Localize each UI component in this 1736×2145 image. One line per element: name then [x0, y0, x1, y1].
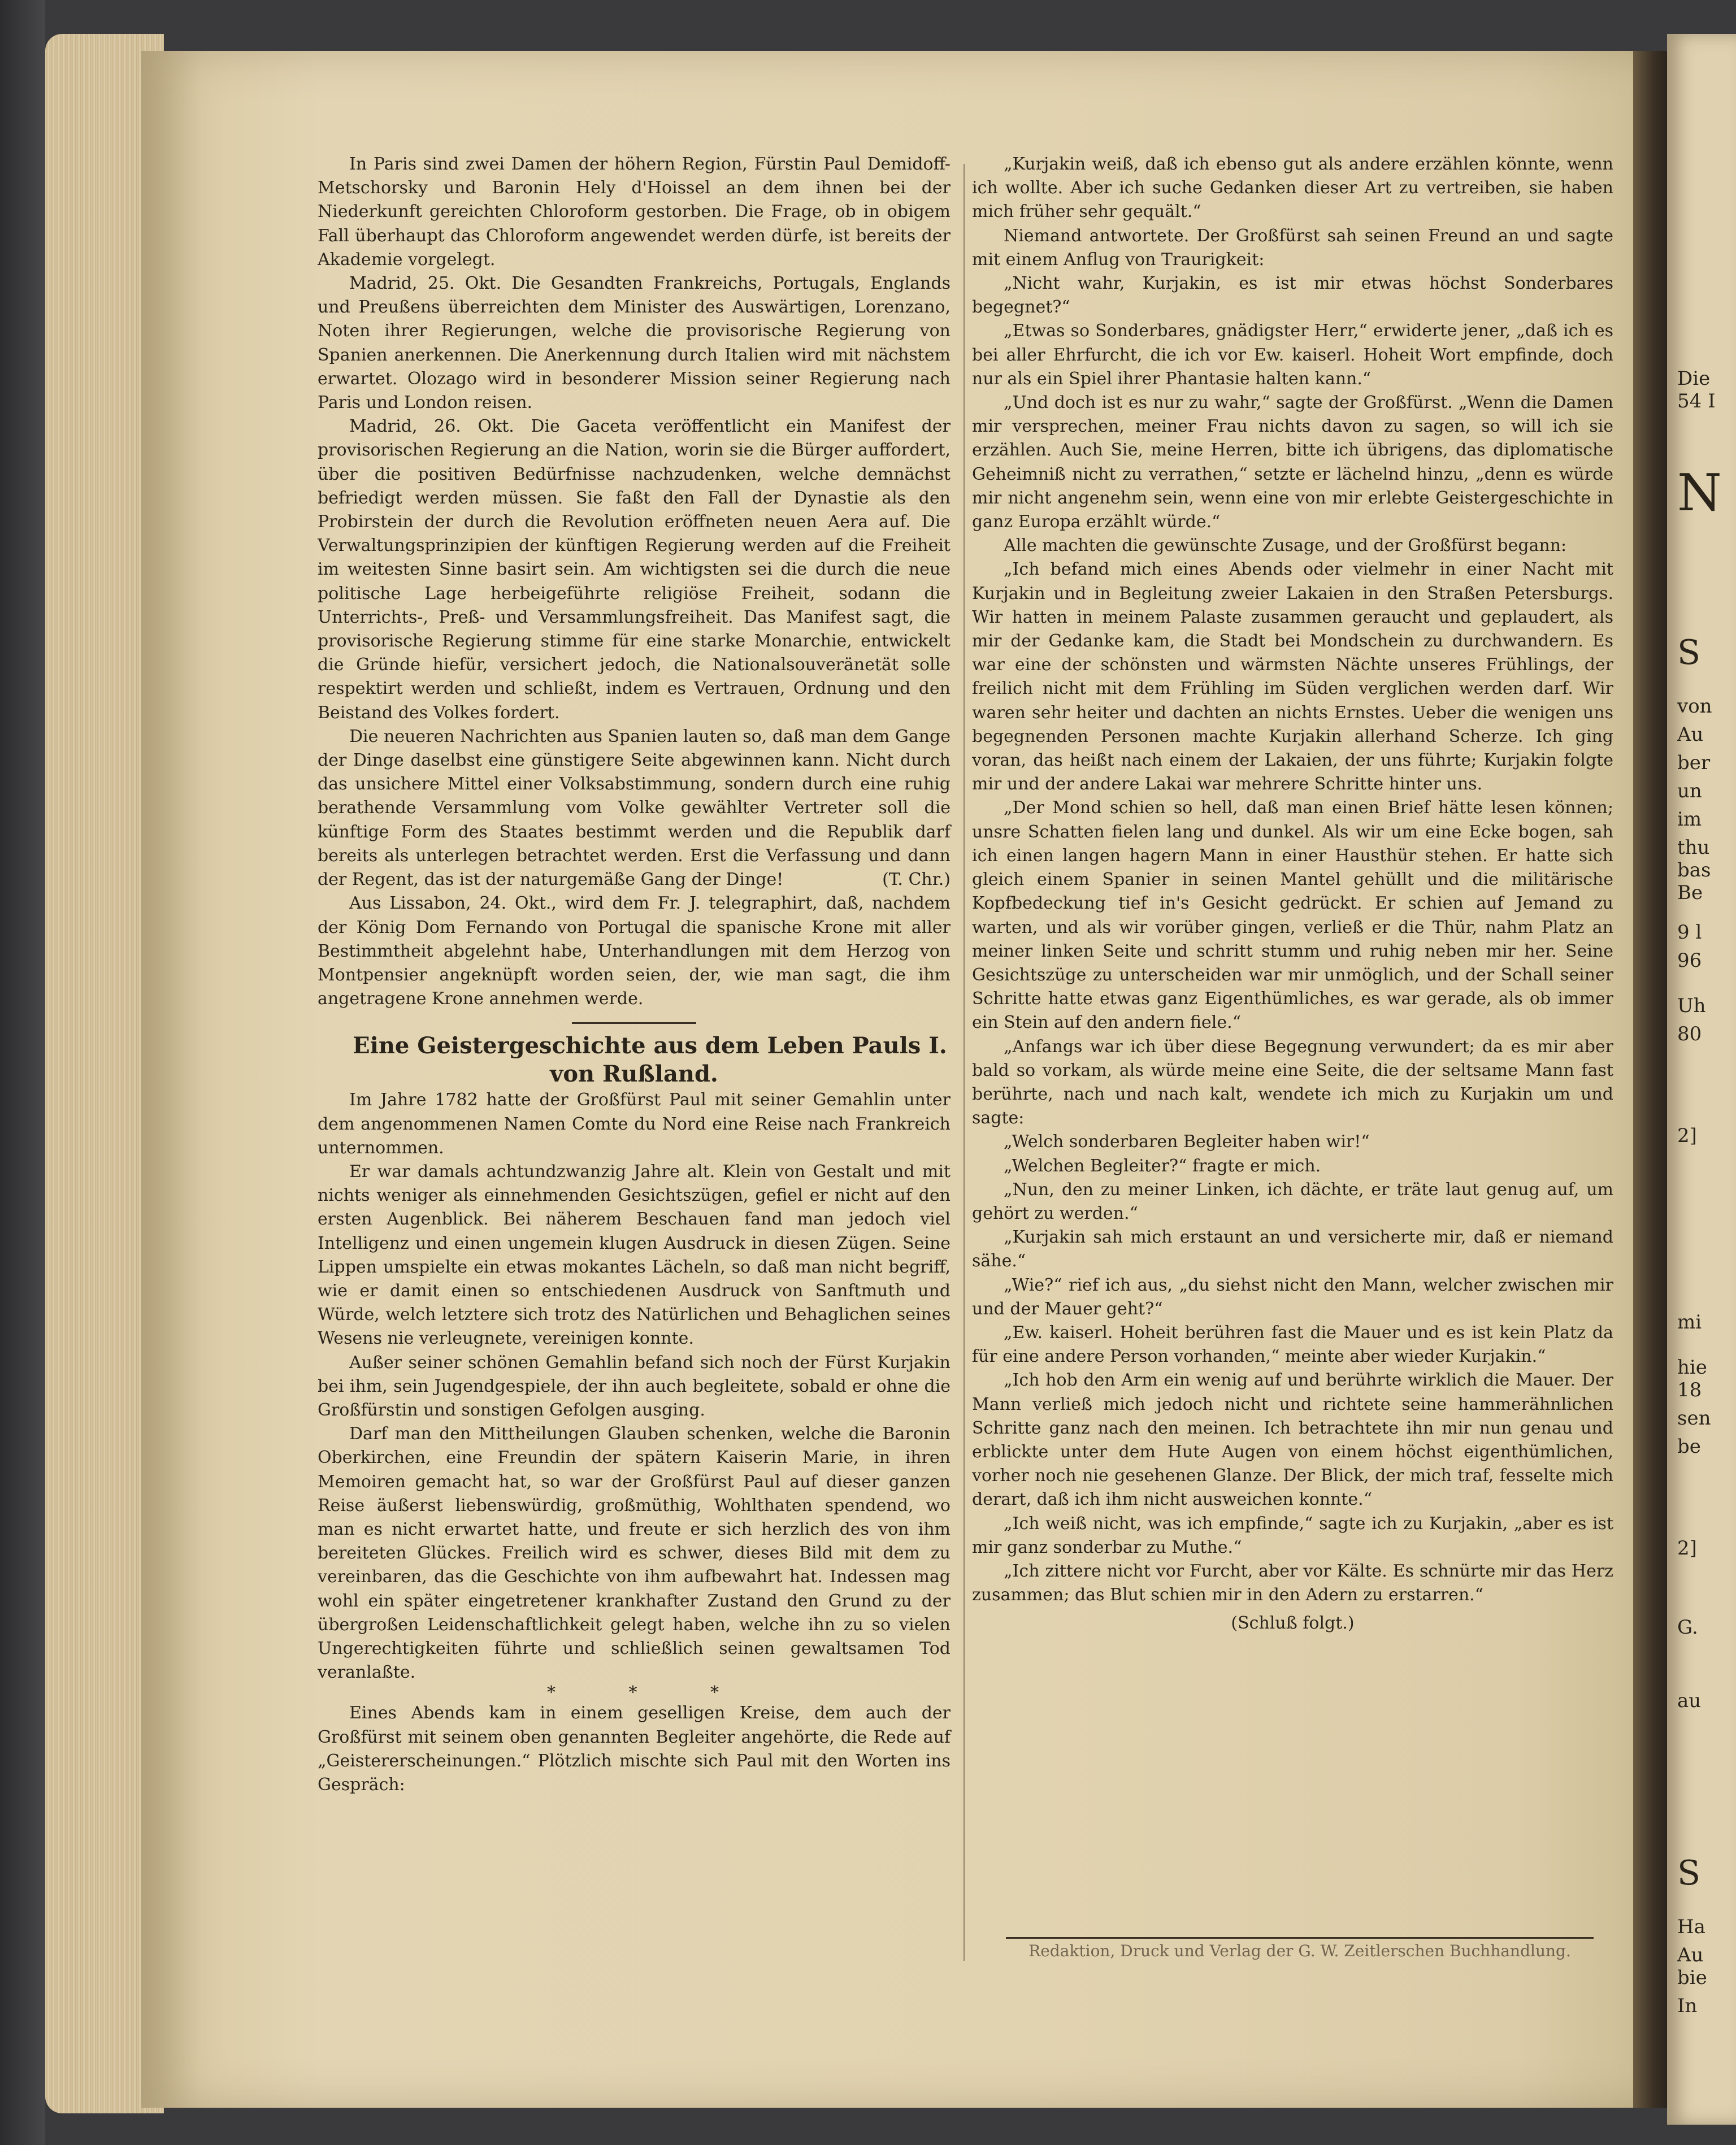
news-spain-text: Die neueren Nachrichten aus Spanien lauten so, daß man dem Gange der Dinge daselbst eine günstigere Seite abgewinnen kann. Nicht durch das unsichere Mittel einer Volksabstimmung, sondern durch eine ruhig berathende Versammlung vom Volke gewählter Vertreter soll die künftige Form des Staates bestimmt werden und die Republik darf bereits als unterlegen betrachtet werden. Erst die Verfassung und dann der Regent, das ist der naturgemäße Gang der Dinge! — [318, 726, 951, 890]
news-lisbon: Aus Lissabon, 24. Okt., wird dem Fr. J. telegraphirt, daß, nachdem der König Dom Fernando von Portugal die spanische Krone mit aller Bestimmtheit abgelehnt habe, Unterhandlungen mit dem Herzog von Montpensier angeknüpft worden seien, der, wie man sagt, die ihm angetragene Krone annehmen werde. — [318, 893, 951, 1009]
fragment: 80 — [1677, 1023, 1702, 1045]
story-paragraph: Er war damals achtundzwanzig Jahre alt. Klein von Gestalt und mit nichts weniger als einnehmenden Gesichtszügen, gefiel er nicht auf den ersten Augenblick. Bei näherem Beschauen fand man jedoch viel Intelligenz und einen ungemein klugen Ausdruck in diesen Zügen. Seine Lippen umspielte ein etwas mokantes Lächeln, so daß man nicht begriff, wie er damit einen so entschiedenen Ausdruck von Sanftmuth und Würde, welch letztere sich trotz des Natürlichen und Behaglichen seines Wesens nie verleugnete, vereinigen konnte. — [318, 1161, 951, 1349]
left-column — [318, 153, 951, 1797]
article-title — [318, 1032, 951, 1088]
fragment: 2] — [1677, 1537, 1697, 1560]
fragment: 2] — [1677, 1124, 1697, 1147]
fragment: Die — [1677, 367, 1711, 390]
section-divider — [572, 1022, 696, 1024]
fragment: be — [1677, 1435, 1701, 1458]
story-paragraph: „Welch sonderbaren Begleiter haben wir!“ — [1004, 1132, 1370, 1152]
fragment: 9 l — [1677, 921, 1702, 944]
fragment: 18 — [1677, 1379, 1702, 1401]
fragment: bas — [1677, 859, 1711, 882]
book-gutter — [1633, 51, 1667, 2108]
fragment: G. — [1677, 1616, 1698, 1639]
story-paragraph: „Nicht wahr, Kurjakin, es ist mir etwas höchst Sonderbares begegnet?“ — [972, 273, 1613, 318]
fragment: un — [1677, 780, 1702, 802]
article-title-line1: Eine Geistergeschichte aus dem Leben Pauls I. — [353, 1032, 947, 1060]
fragment: 54 I — [1677, 390, 1716, 412]
footer-imprint: Redaktion, Druck und Verlag der G. W. Zeitlerschen Buchhandlung. — [1028, 1942, 1571, 1960]
story-paragraph: Außer seiner schönen Gemahlin befand sich noch der Fürst Kurjakin bei ihm, sein Jugendgespiele, der ihn auch begleitete, sobald er ohne die Großfürstin und sonstigen Gefolgen ausging. — [318, 1352, 951, 1420]
fragment: Au — [1677, 1944, 1704, 1966]
fragment: von — [1677, 695, 1712, 718]
story-paragraph: „Ich weiß nicht, was ich empfinde,“ sagte ich zu Kurjakin, „aber es ist mir ganz sonderbar zu Muthe.“ — [972, 1513, 1613, 1557]
article-title-line2: von Rußland. — [550, 1061, 718, 1088]
story-paragraph: „Nun, den zu meiner Linken, ich dächte, er träte laut genug auf, um gehört zu werden.“ — [972, 1179, 1613, 1223]
story-paragraph: Alle machten die gewünschte Zusage, und der Großfürst begann: — [1004, 536, 1567, 556]
footer-rule — [1006, 1937, 1594, 1939]
story-paragraph: „Ich zittere nicht vor Furcht, aber vor Kälte. Es schnürte mir das Herz zusammen; das Blut schien mir in den Adern zu erstarren.“ — [972, 1561, 1613, 1605]
story-paragraph: „Der Mond schien so hell, daß man einen Brief hätte lesen können; unsre Schatten fielen lang und dunkel. Als wir um eine Ecke bogen, sah ich einen langen hagern Mann in einer Hausthür stehen. Er hatte sich gleich einem Spanier in seinen Mantel gehüllt und die militärische Kopfbedeckung tief in's Gesicht gedrückt. Er schien auf Jemand zu warten, und als wir vorüber gingen, verließ er die Thür, nahm Platz an meiner linken Seite und schritt stumm und ruhig neben mir her. Seine Gesichtszüge zu unterscheiden war mir unmöglich, und der Schall seiner Schritte hatte etwas ganz Eigenthümliches, es war gerade, als ob immer ein Stein auf den andern fiele.“ — [972, 798, 1613, 1033]
news-spain — [318, 725, 951, 892]
story-paragraph: Im Jahre 1782 hatte der Großfürst Paul mit seiner Gemahlin unter dem angenommenen Namen Comte du Nord eine Reise nach Frankreich unternommen. — [318, 1090, 951, 1158]
fragment: im — [1677, 808, 1702, 831]
fragment: bie — [1677, 1966, 1707, 1989]
right-column — [972, 153, 1613, 1636]
fragment: S — [1677, 1853, 1701, 1893]
fragment: ber — [1677, 752, 1711, 774]
story-paragraph: „Kurjakin weiß, daß ich ebenso gut als andere erzählen könnte, wenn ich wollte. Aber ich suche Gedanken dieser Art zu vertreiben, sie haben mich früher sehr gequält.“ — [972, 154, 1613, 222]
news-madrid-26: Madrid, 26. Okt. Die Gaceta veröffentlicht ein Manifest der provisorischen Regierung an die Nation, worin sie die Bürger auffordert, über die positiven Bedürfnisse nachzudenken, welche demnächst befriedigt werden müssen. Sie faßt den Fall der Dynastie als den Probirstein der durch die Revolution eröffneten neuen Aera auf. Die Verwaltungsprinzipien der künftigen Regierung werden auf die Freiheit im weitesten Sinne basirt sein. Am wichtigsten sei die durch die neue politische Lage herbeigeführte religiöse Freiheit, sodann die Unterrichts-, Preß- und Versammlungsfreiheit. Das Manifest sagt, die provisorische Regierung stimme für eine starke Monarchie, entwickelt die Gründe hiefür, versichert jedoch, die Nationalsouveränetät solle respektirt werden und schließt, indem es Vertrauen, Ordnung und den Beistand des Volkes fordert. — [318, 416, 951, 723]
fragment: Be — [1677, 882, 1703, 904]
story-paragraph: Niemand antwortete. Der Großfürst sah seinen Freund an und sagte mit einem Anflug von Traurigkeit: — [972, 225, 1613, 270]
asterisk-separator: * * * — [546, 1683, 753, 1703]
fragment: 96 — [1677, 949, 1702, 972]
story-paragraph: „Ew. kaiserl. Hoheit berühren fast die Mauer und es ist kein Platz da für eine andere Person vorhanden,“ meinte aber wieder Kurjakin.“ — [972, 1322, 1613, 1367]
fragment: au — [1677, 1690, 1702, 1712]
story-closing-paragraph: Eines Abends kam in einem geselligen Kreise, dem auch der Großfürst mit seinem oben genannten Begleiter angehörte, die Rede auf „Geistererscheinungen.“ Plötzlich mischte sich Paul mit den Worten ins Gespräch: — [318, 1703, 951, 1795]
fragment: Ha — [1677, 1916, 1705, 1938]
fragment: sen — [1677, 1407, 1711, 1430]
fragment: Au — [1677, 723, 1704, 746]
story-paragraph: „Welchen Begleiter?“ fragte er mich. — [1004, 1156, 1321, 1176]
fragment: In — [1677, 1995, 1698, 2017]
story-paragraph: „Wie?“ rief ich aus, „du siehst nicht den Mann, welcher zwischen mir und der Mauer geht?“ — [972, 1275, 1613, 1319]
story-paragraph: „Kurjakin sah mich erstaunt an und versicherte mir, daß er niemand sähe.“ — [972, 1227, 1613, 1271]
fragment: mi — [1677, 1311, 1702, 1334]
column-separator — [964, 164, 965, 1961]
fragment: N — [1677, 463, 1722, 523]
news-paris: In Paris sind zwei Damen der höhern Region, Fürstin Paul Demidoff-Metschorsky und Baronin Hely d'Hoissel an dem ihnen bei der Niederkunft gereichten Chloroform gestorben. Die Frage, ob in obigem Fall überhaupt das Chloroform angewendet werden dürfe, ist bereits der Akademie vorgelegt. — [318, 154, 951, 270]
news-madrid-25: Madrid, 25. Okt. Die Gesandten Frankreichs, Portugals, Englands und Preußens überreichten dem Minister des Auswärtigen, Lorenzano, Noten ihrer Regierungen, welche die provisorische Regierung von Spanien anerkennen. Die Anerkennung durch Italien wird mit nächstem erwartet. Olozago wird in besonderer Mission seiner Regierung nach Paris und London reisen. — [318, 273, 951, 413]
story-paragraph: „Und doch ist es nur zu wahr,“ sagte der Großfürst. „Wenn die Damen mir versprechen, meiner Frau nichts davon zu sagen, so will ich sie erzählen. Auch Sie, meine Herren, bitte ich übrigens, das diplomatische Geheimniß nicht zu verrathen,“ setzte er lächelnd hinzu, „denn es würde mir nicht angenehm sein, wenn eine von mir erlebte Geistergeschichte in ganz Europa erzählt würde.“ — [972, 393, 1613, 532]
fragment: thu — [1677, 836, 1710, 859]
story-paragraph: „Etwas so Sonderbares, gnädigster Herr,“ erwiderte jener, „daß ich es bei aller Ehrfurcht, die ich vor Ew. kaiserl. Hoheit Wort empfinde, doch nur als ein Spiel ihrer Phantasie halten kann.“ — [972, 321, 1613, 389]
scan-background — [0, 0, 45, 2145]
story-paragraph: „Ich hob den Arm ein wenig auf und berührte wirklich die Mauer. Der Mann verließ mich jedoch nicht und richtete seine hammerähnlichen Schritte ganz nach den meinen. Ich betrachtete ihn mir nun genau und erblickte unter dem Hute Augen von einem höchst eigenthümlichen, vorher noch nie gesehenen Glanze. Der Blick, der mich traf, fesselte mich derart, daß ich ihm nicht ausweichen konnte.“ — [972, 1370, 1613, 1510]
fragment: Uh — [1677, 995, 1706, 1017]
fragment: hie — [1677, 1356, 1707, 1379]
fragment: S — [1677, 633, 1701, 672]
adjacent-page-strip — [1667, 34, 1736, 2125]
continuation-note: (Schluß folgt.) — [1231, 1613, 1355, 1634]
story-paragraph: „Ich befand mich eines Abends oder vielmehr in einer Nacht mit Kurjakin und in Begleitung zweier Lakaien in den Straßen Petersburgs. Wir hatten in meinem Palaste zusammen geraucht und geplaudert, als mir der Gedanke kam, die Stadt bei Mondschein zu durchwandern. Es war eine der schönsten und wärmsten Nächte unseres Frühlings, der freilich nicht mit dem Frühling im Süden verglichen werden darf. Wir waren sehr heiter und dachten an nichts Ernstes. Ueber die wenigen uns begegnenden Personen machte Kurjakin allerhand Scherze. Ich ging voran, das heißt nach einem der Lakaien, der uns führte; Kurjakin folgte mir und der andere Lakai war mehrere Schritte hinter uns. — [972, 559, 1613, 794]
story-paragraph: Darf man den Mittheilungen Glauben schenken, welche die Baronin Oberkirchen, eine Freundin der spätern Kaiserin Marie, in ihren Memoiren gemacht hat, so war der Großfürst Paul auf dieser ganzen Reise äußerst liebenswürdig, großmüthig, Wohlthaten spendend, wo man es nicht erwartet hatte, und freute er sich herzlich des von ihm bereiteten Glückes. Freilich wird es schwer, dieses Bild mit dem zu vereinbaren, das die Geschichte von ihm aufbewahrt hat. Indessen mag wohl ein später eingetretener krankhafter Zustand den Grund zu der übergroßen Leidenschaftlichkeit gelegt haben, welche ihn zu so vielen Ungerechtigkeiten führte und schließlich seinen gewaltsamen Tod veranlaßte. — [318, 1424, 951, 1683]
source-tag: (T. Chr.) — [882, 870, 951, 890]
story-paragraph: „Anfangs war ich über diese Begegnung verwundert; da es mir aber bald so vorkam, als würde meine eine Seite, die der seltsame Mann fast berührte, nach und nach kalt, wendete ich mich zu Kurjakin um und sagte: — [972, 1036, 1613, 1128]
